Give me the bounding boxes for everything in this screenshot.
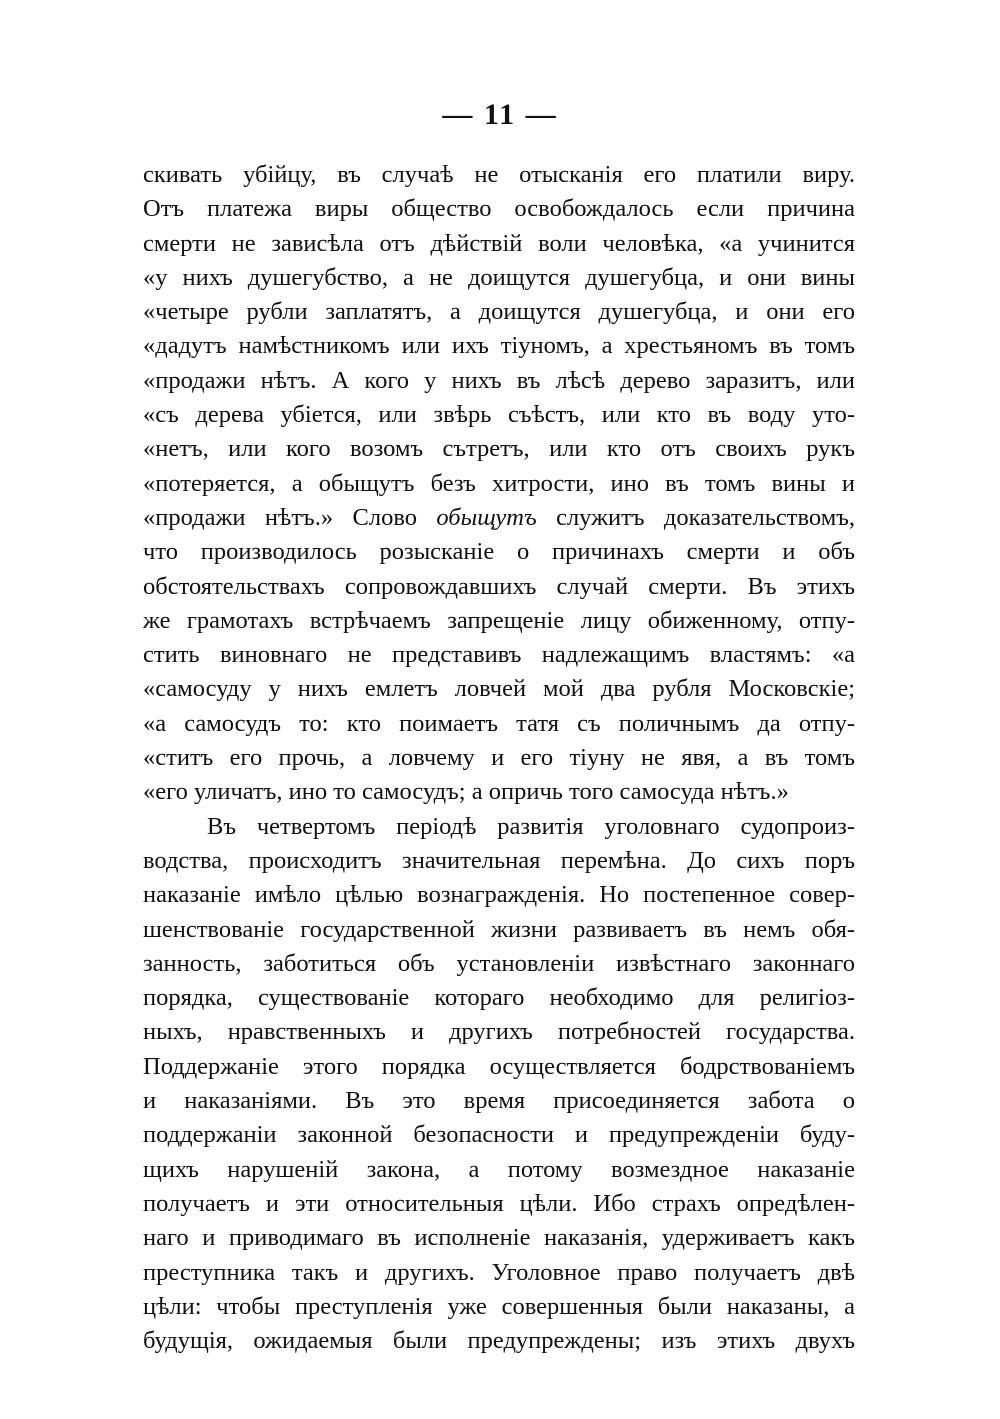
text-line: шенствованіе государственной жизни развиваетъ въ немъ обя- (143, 915, 855, 943)
text-line: «потеряется, а обыщутъ безъ хитрости, ино въ томъ вины и (143, 469, 855, 497)
text-line: «съ дерева убіется, или звѣрь съѣстъ, или кто въ воду уто- (143, 401, 855, 429)
text-line: «ститъ его прочь, а ловчему и его тіуну не явя, а въ томъ (143, 744, 855, 772)
text-line: и наказаніями. Въ это время присоединяется забота о (143, 1087, 855, 1115)
text-line: «его уличатъ, ино то самосудъ; а опричь того самосуда нѣтъ.» (143, 778, 789, 806)
text-line: скивать убійцу, въ случаѣ не отысканія его платили виру. (143, 161, 855, 188)
text-line: «нетъ, или кого возомъ сътретъ, или кто отъ своихъ рукъ (143, 435, 855, 463)
text-line: ныхъ, нравственныхъ и другихъ потребностей государства. (143, 1018, 855, 1046)
text-line: водства, происходитъ значительная перемѣна. До сихъ поръ (143, 846, 855, 874)
text-line: «а самосудъ то: кто поимаетъ татя съ поличнымъ да отпу- (143, 709, 855, 737)
text-line: «дадутъ намѣстникомъ или ихъ тіуномъ, а хрестьяномъ въ томъ (143, 332, 855, 360)
text-line: преступника такъ и другихъ. Уголовное право получаетъ двѣ (143, 1258, 855, 1286)
body-text (143, 158, 855, 1358)
text-line: что производилось розысканіе о причинахъ смерти и объ (143, 538, 855, 566)
text-line: Отъ платежа виры общество освобождалось если причина (143, 195, 855, 223)
text-line: обстоятельствахъ сопровождавшихъ случай смерти. Въ этихъ (143, 572, 855, 600)
text-line: «у нихъ душегубство, а не доищутся душегубца, и они вины (143, 263, 855, 291)
text-line: наказаніе имѣло цѣлью вознагражденія. Но постепенное совер- (143, 881, 855, 909)
paragraph-first-line: Въ четвертомъ періодѣ развитія уголовнаго судопроиз- (207, 812, 855, 840)
text-line: стить виновнаго не представивъ надлежащимъ властямъ: «а (143, 641, 855, 669)
text-line: щихъ нарушеній закона, а потому возмездное наказаніе (143, 1155, 855, 1183)
text-line: же грамотахъ встрѣчаемъ запрещеніе лицу обиженному, отпу- (143, 606, 855, 634)
text-line: «продажи нѣтъ. А кого у нихъ въ лѣсѣ дерево заразитъ, или (143, 366, 855, 394)
text-line: поддержаніи законной безопасности и предупрежденіи буду- (143, 1121, 855, 1149)
text-line: будущія, ожидаемыя были предупреждены; изъ этихъ двухъ (143, 1327, 855, 1355)
text-line: Поддержаніе этого порядка осуществляется бодрствованіемъ (143, 1052, 855, 1080)
text-line: «самосуду у нихъ емлетъ ловчей мой два рубля Московскіе; (143, 675, 855, 703)
text-segment: служитъ доказательствомъ, (536, 503, 855, 531)
text-line-with-italic (143, 501, 855, 535)
text-line: «четыре рубли заплатятъ, а доищутся душегубца, и они его (143, 298, 855, 326)
page-number: — 11 — (442, 98, 558, 131)
text-line: наго и приводимаго въ исполненіе наказанія, удерживаетъ какъ (143, 1224, 855, 1252)
text-segment: «продажи нѣтъ.» Слово (143, 503, 437, 531)
text-line: получаетъ и эти относительныя цѣли. Ибо страхъ опредѣлен- (143, 1189, 855, 1217)
text-line: цѣли: чтобы преступленія уже совершенныя были наказаны, а (143, 1292, 855, 1320)
text-line: порядка, существованіе котораго необходимо для религіоз- (143, 984, 855, 1012)
text-line: смерти не зависѣла отъ дѣйствій воли человѣка, «а учинится (143, 229, 855, 257)
text-line: занность, заботиться объ установленіи извѣстнаго законнаго (143, 949, 855, 977)
italic-term: обыщутъ (436, 503, 537, 531)
